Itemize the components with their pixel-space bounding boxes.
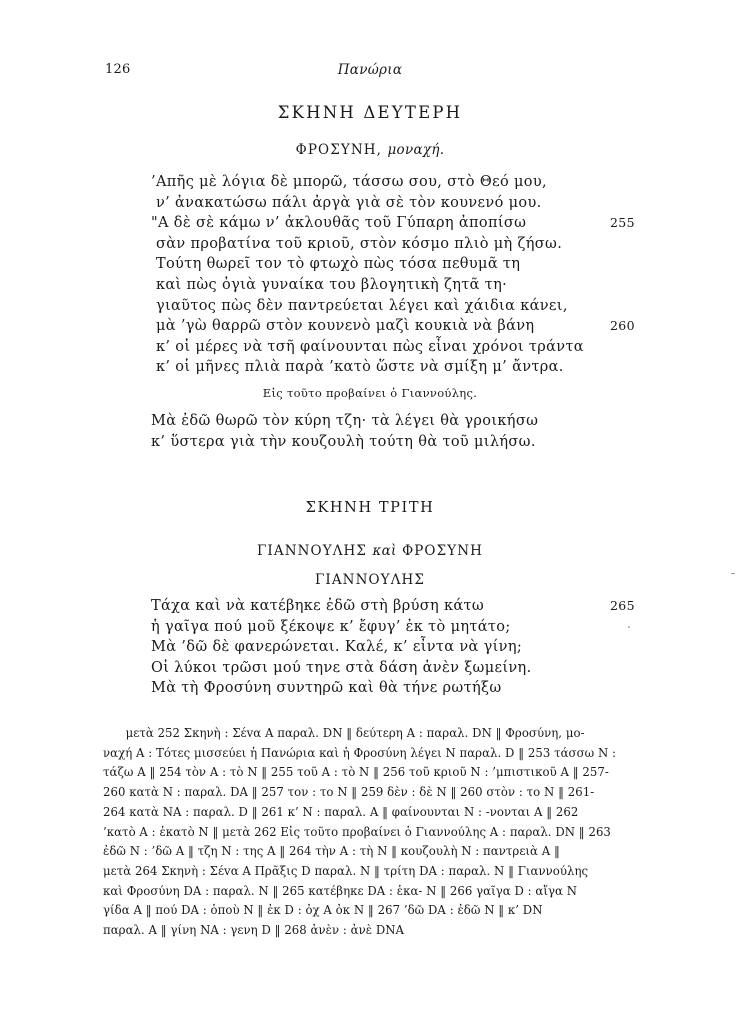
verse-first-line xyxy=(105,275,635,296)
verse-line-number: 265 xyxy=(609,598,635,613)
verse-second-line xyxy=(105,432,635,453)
apparatus-line: παραλ. Α ‖ γίνη ΝΑ : γενη D ‖ 268 ἀνὲν : ἀνὲ DNΑ xyxy=(103,923,405,938)
verse-first-line xyxy=(105,357,635,378)
verse-block-third xyxy=(105,596,635,699)
verse-first-line xyxy=(105,193,635,214)
scene-two-speaker xyxy=(105,142,635,158)
verse-third-line xyxy=(105,637,635,658)
scene-three-heading: ΣΚΗΝΗ ΤΡΙΤΗ xyxy=(305,500,435,516)
verse-text: κ’ οἱ μῆνες πλιὰ παρὰ ’κατὸ ὥστε νὰ σμίξη μ’ ἄντρα. xyxy=(151,359,564,376)
verse-text: Μὰ ἐδῶ θωρῶ τὸν κύρη τζη· τὰ λέγει θὰ γροικήσω xyxy=(151,413,539,429)
verse-third-line xyxy=(105,617,635,638)
verse-text: Μὰ τὴ Φροσύνη συντηρῶ καὶ θὰ τήνε ρωτήξω xyxy=(151,680,502,697)
stage-direction: Εἰς τοῦτο προβαίνει ὁ Γιαννούλης. xyxy=(262,386,478,400)
verse-text: γιαῦτος πὼς δὲν παντρεύεται λέγει καὶ χάιδια κάνει, xyxy=(151,297,568,314)
verse-third-line xyxy=(105,678,635,699)
verse-text: Οἱ λύκοι τρῶσι μού τηνε στὰ δάση ἀνὲν ξωμείνη. xyxy=(151,659,532,676)
apparatus-line: 264 κατὰ ΝΑ : παραλ. D ‖ 261 κ’ Ν : παραλ. Α ‖ φαίνουνται Ν : -νονται Α ‖ 262 xyxy=(103,804,579,819)
scene-two-heading: ΣΚΗΝΗ ΔΕΥΤΕΡΗ xyxy=(277,103,463,122)
verse-text: μὰ ’γὼ θαρρῶ στὸν κουνενὸ μαζὶ κουκιὰ νὰ βάνη xyxy=(151,318,535,335)
verse-text: Τάχα καὶ νὰ κατέβηκε ἐδῶ στὴ βρύση κάτω xyxy=(151,598,485,614)
verse-text: καὶ πὼς ὀγιὰ γυναίκα του βλογητικὴ ζητᾶ τη· xyxy=(151,276,508,293)
verse-first-line xyxy=(105,296,635,317)
apparatus-line: 260 κατὰ Ν : παραλ. DΑ ‖ 257 τον : το Ν ‖ 259 δὲν : δὲ Ν ‖ 260 στὸν : το Ν ‖ 261- xyxy=(103,785,595,800)
speaker-name-a: ΓΙΑΝΝΟΥΛΗΣ xyxy=(256,543,368,559)
apparatus-line: μετὰ 264 Σκηνὴ : Σέvα Α Πρᾶξις D παραλ. Ν ‖ τρίτη DΑ : παραλ. Ν ‖ Γιαννούλης xyxy=(103,863,589,878)
verse-text: κ’ οἱ μέρες νὰ τσῆ φαίνουνται πὼς εἶναι χρόνοι τράντα xyxy=(151,338,584,355)
apparatus-line: ἐδῶ Ν : ’δῶ Α ‖ τζη Ν : της Α ‖ 264 τὴν Α : τὴ Ν ‖ κουζουλὴ Ν : παντρειὰ Α ‖ xyxy=(103,844,560,859)
verse-text: ’Απῆς μὲ λόγια δὲ μπορῶ, τάσσω σου, στὸ Θεό μου, xyxy=(151,174,547,190)
running-title: Πανώρια xyxy=(337,62,403,78)
verse-line-number: 255 xyxy=(609,215,635,231)
verse-block-second xyxy=(105,411,635,452)
verse-first-line xyxy=(105,172,635,193)
apparatus-line: γίδα Α ‖ πού DΑ : ὁποὺ Ν ‖ ἐκ D : ὀχ Α ὀκ Ν ‖ 267 ’δῶ DΑ : ἐδῶ Ν ‖ κ’ DN xyxy=(103,903,543,918)
apparatus-line: ’κατὸ Α : ἑκατὸ Ν ‖ μετὰ 262 Εἰς τοῦτο προβαίνει ὁ Γιαννούλης Α : παραλ. DN ‖ 263 xyxy=(103,824,611,839)
running-head xyxy=(105,62,635,80)
critical-apparatus xyxy=(103,724,637,941)
verse-third-line xyxy=(105,596,635,617)
verse-text: κ’ ὕστερα γιὰ τὴν κουζουλὴ τούτη θὰ τοῦ μιλήσω. xyxy=(151,433,536,450)
verse-second-line xyxy=(105,411,635,432)
verse-first-line xyxy=(105,316,635,337)
apparatus-line: καὶ Φροσύνη DΑ : παραλ. Ν ‖ 265 κατέβηκε DΑ : ἑκα- Ν ‖ 266 γαῖγα D : αἴγα Ν xyxy=(103,883,577,898)
verse-first-line xyxy=(105,213,635,234)
verse-text: σὰν προβατίνα τοῦ κριοῦ, στὸν κόσμο πλιὸ μὴ ζήσω. xyxy=(151,235,563,252)
verse-text: ἡ γαῖγα πού μοῦ ξέκοψε κ’ ἔφυγ’ ἐκ τὸ μητάτο; xyxy=(151,618,511,635)
verse-first-line xyxy=(105,337,635,358)
verse-text: Μὰ ’δῶ δὲ φανερώνεται. Καλέ, κ’ εἶντα νὰ γίνη; xyxy=(151,639,523,656)
margin-tick-mark xyxy=(731,573,735,574)
folio-number: 126 xyxy=(105,62,131,77)
verse-text: ν’ ἀνακατώσω πάλι ἀργὰ γιὰ σὲ τὸν κουνενό μου. xyxy=(151,194,542,211)
verse-first-line xyxy=(105,254,635,275)
verse-text: Τούτη θωρεῖ τον τὸ φτωχὸ πὼς τόσα πεθυμᾶ τη xyxy=(151,256,521,273)
speaker-name: ΦΡΟΣΥΝΗ, xyxy=(295,142,383,158)
speaker-note: μοναχή. xyxy=(387,142,445,158)
verse-text: "Α δὲ σὲ κάμω ν’ ἀκλουθᾶς τοῦ Γύπαρη ἀποπίσω xyxy=(151,215,527,232)
speaker-name-b: ΦΡΟΣΥΝΗ xyxy=(402,543,484,559)
apparatus-line: ναχή Α : Τότες μισσεύει ἡ Πανώρια καὶ ἡ Φροσύνη λέγει Ν παραλ. D ‖ 253 τάσσω Ν : xyxy=(103,745,616,760)
verse-block-first xyxy=(105,172,635,378)
apparatus-line: τάζω Α ‖ 254 τὸν Α : τὸ Ν ‖ 255 τοῦ Α : τὸ Ν ‖ 256 τοῦ κριοῦ Ν : ’μπιστικοῦ Α ‖ 257- xyxy=(103,765,609,780)
apparatus-line: μετὰ 252 Σκηνὴ : Σέvα Α παραλ. DN ‖ δεύτερη Α : παραλ. DN ‖ Φροσύνη, μο- xyxy=(103,726,585,740)
speaker-conjunction: καὶ xyxy=(372,543,397,559)
verse-line-number: 260 xyxy=(609,318,635,334)
verse-first-line xyxy=(105,234,635,255)
scene-three-speaker-list xyxy=(105,543,635,559)
verse-third-line xyxy=(105,658,635,679)
margin-speck xyxy=(628,626,630,628)
scene-three-speaker: ΓΙΑΝΝΟΥΛΗΣ xyxy=(314,572,426,588)
